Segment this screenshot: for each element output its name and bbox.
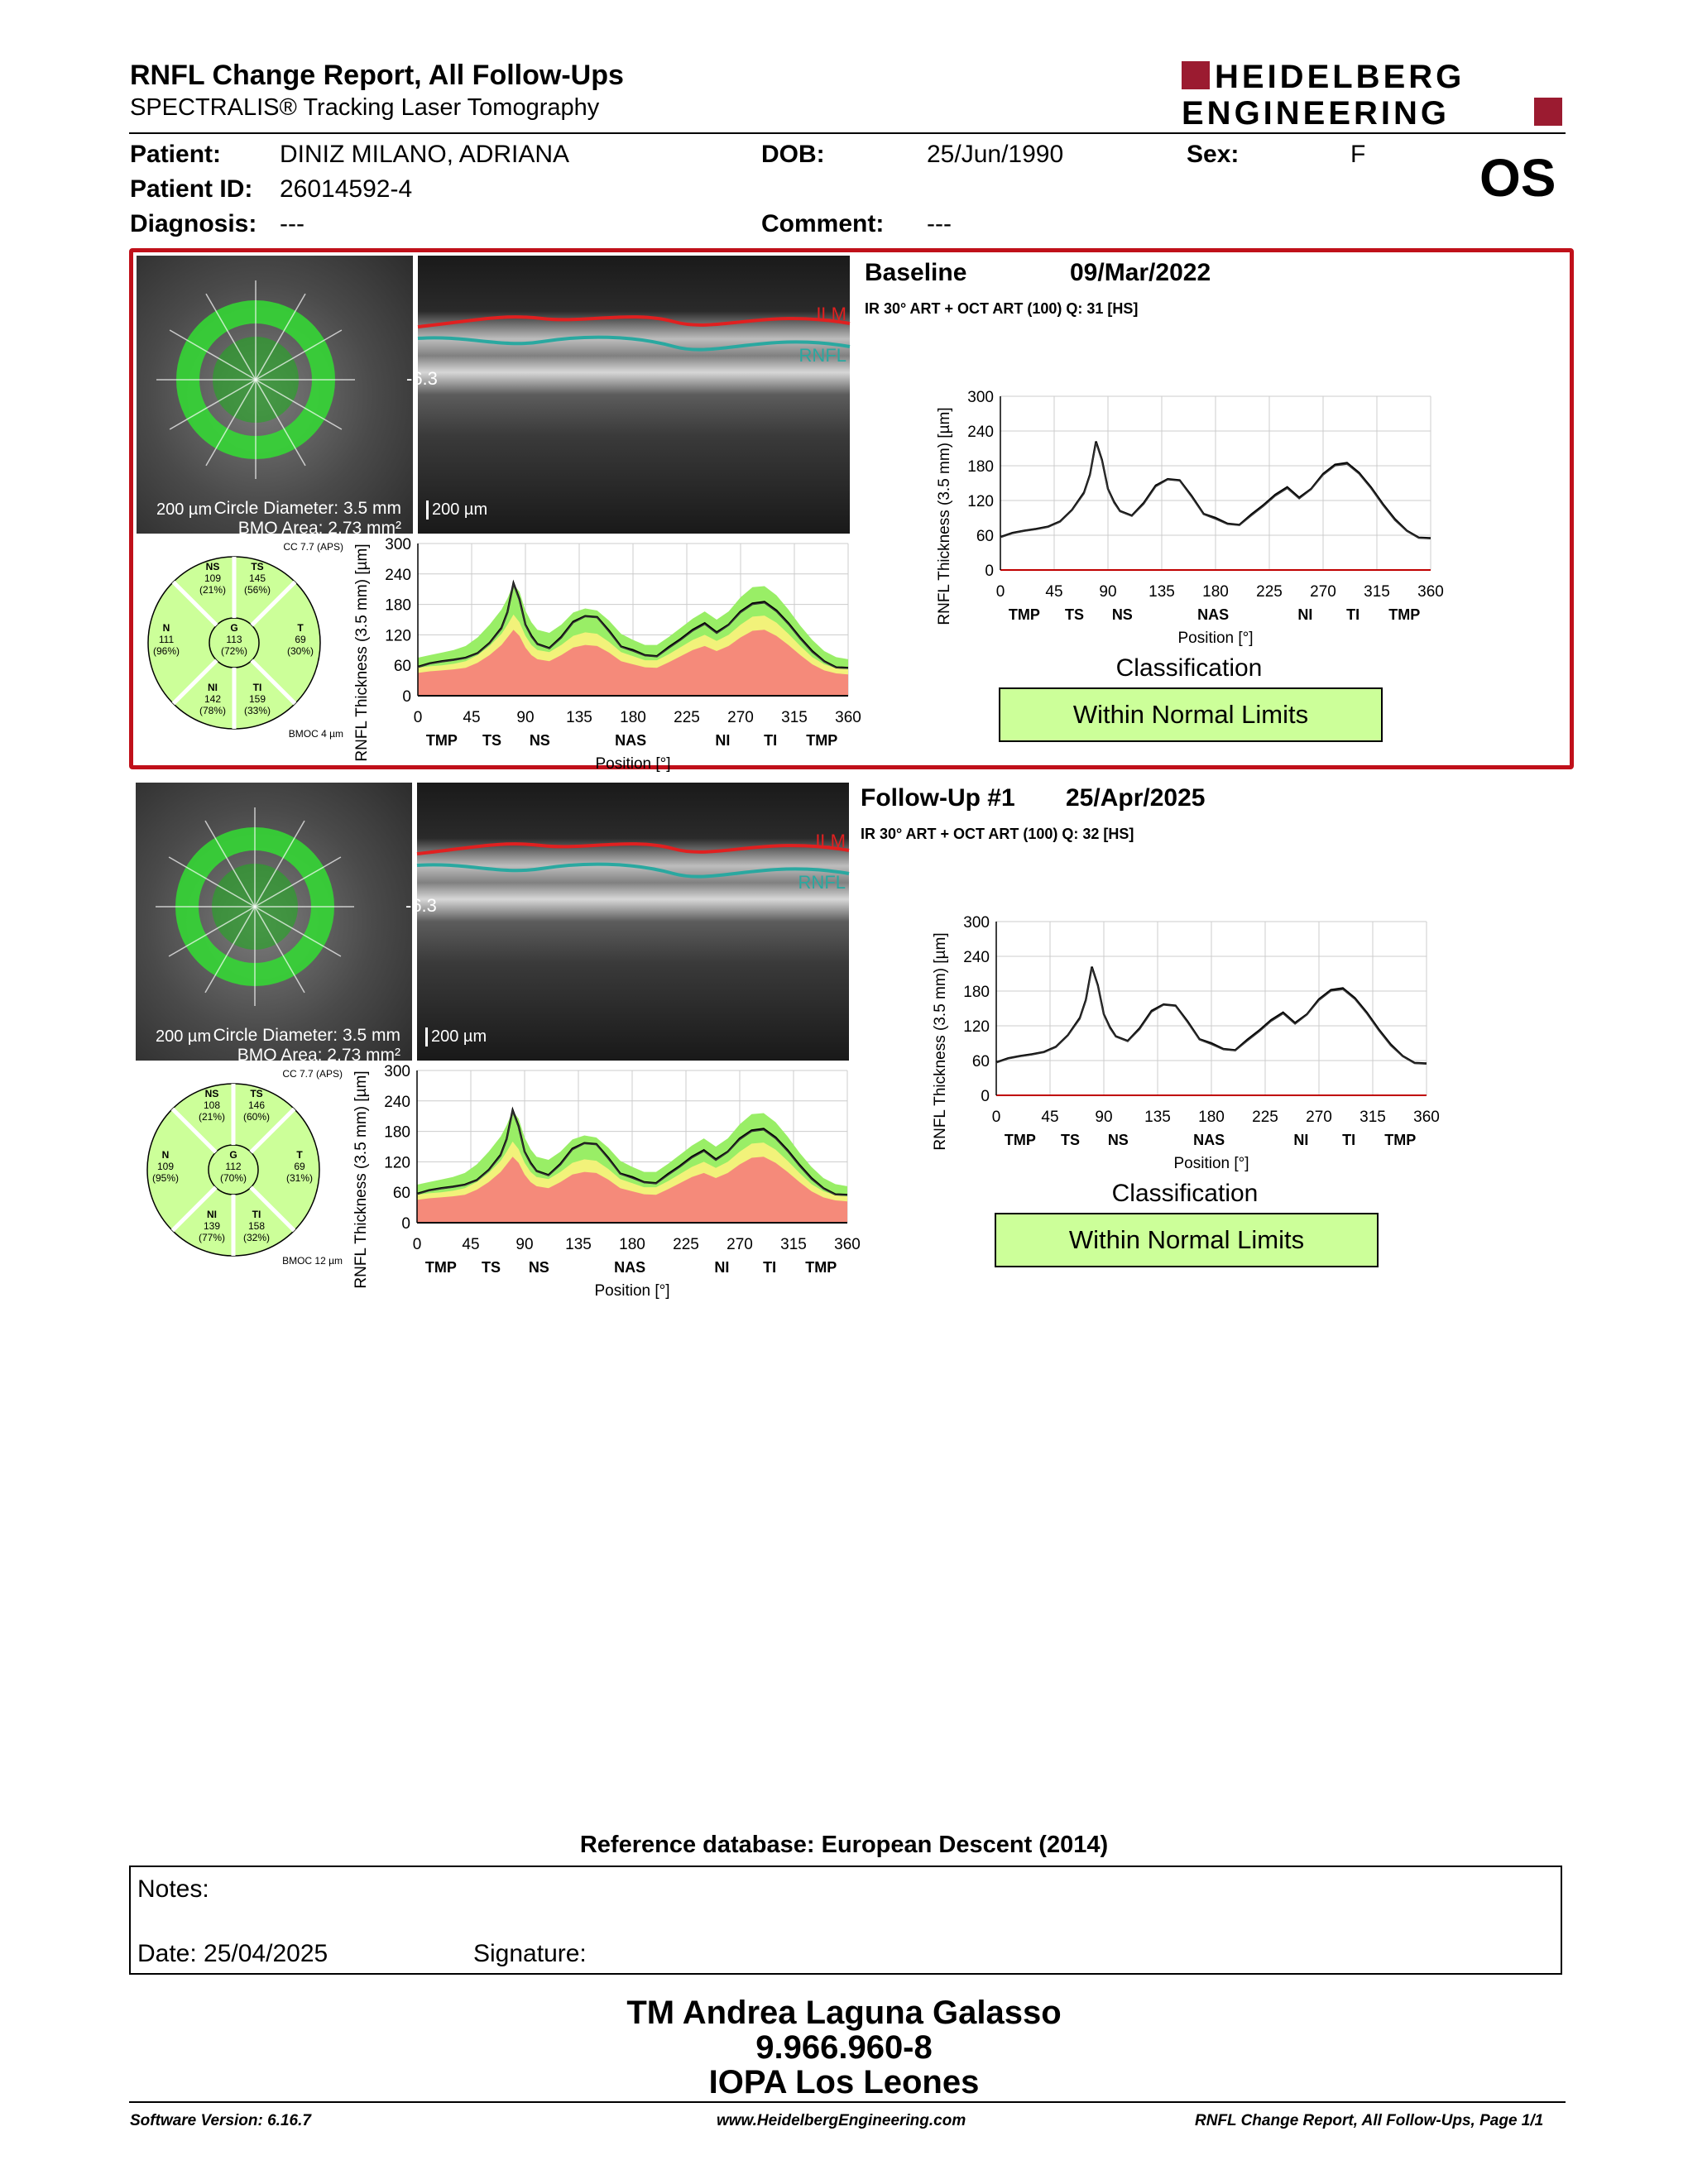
page-number: RNFL Change Report, All Follow-Ups, Page 1/1 (1195, 2112, 1544, 2129)
y-axis-label: RNFL Thickness (3.5 mm) [µm] (932, 932, 949, 1151)
exam-heading: Baseline (865, 259, 967, 286)
sector-axis-label: TMP (1004, 1132, 1036, 1148)
sector-ns-name: NS (205, 561, 220, 572)
sector-axis-label: NI (1293, 1132, 1309, 1148)
classification-label: Classification (1115, 654, 1263, 682)
fundus-scale: 200 µm (156, 1027, 212, 1046)
dob-label: DOB: (761, 141, 825, 168)
exam-date: 25/Apr/2025 (1066, 784, 1206, 812)
x-tick-label: 135 (1144, 1109, 1171, 1126)
sector-pie (137, 537, 352, 740)
sector-n-name: N (161, 1149, 170, 1161)
sex-label: Sex: (1187, 141, 1240, 168)
rnfl-label: RNFL (798, 872, 846, 893)
patient-name: DINIZ MILANO, ADRIANA (280, 141, 570, 168)
y-tick-label: 0 (402, 688, 411, 706)
sector-axis-label: NS (1107, 1132, 1129, 1148)
sector-axis-label: NAS (615, 732, 647, 749)
y-tick-label: 0 (401, 1215, 410, 1233)
sector-axis-label: TMP (424, 1259, 457, 1276)
x-tick-label: 180 (620, 709, 646, 726)
y-tick-label: 240 (384, 1093, 410, 1111)
y-tick-label: 60 (976, 528, 994, 545)
x-tick-label: 225 (673, 1236, 699, 1253)
diagnosis: --- (280, 210, 305, 237)
sector-ts-pct: (60%) (242, 1111, 271, 1123)
y-tick-label: 240 (385, 566, 411, 584)
x-tick-label: 90 (1099, 583, 1117, 601)
y-tick-label: 180 (963, 984, 990, 1001)
sector-g-name: G (230, 622, 238, 634)
notes-date: Date: 25/04/2025 (137, 1940, 328, 1967)
sector-n-name: N (162, 622, 170, 634)
x-tick-label: 0 (995, 583, 1005, 601)
sector-ti-pct: (32%) (242, 1232, 271, 1243)
x-tick-label: 180 (1198, 1109, 1225, 1126)
sector-n-value: 111 (158, 634, 175, 645)
sector-ti-value: 159 (248, 693, 266, 705)
sector-ni-name: NI (208, 682, 218, 693)
software-version: Software Version: 6.16.7 (130, 2112, 311, 2129)
sector-axis-label: TS (482, 1259, 501, 1276)
sector-ts-name: TS (251, 561, 264, 572)
sector-axis-label: NI (1297, 606, 1313, 623)
patient-label: Patient: (130, 141, 222, 168)
y-tick-label: 300 (967, 389, 994, 406)
x-tick-label: 45 (1041, 1109, 1059, 1126)
circle-diameter: Circle Diameter: 3.5 mm (213, 499, 401, 518)
x-tick-label: 180 (619, 1236, 645, 1253)
x-axis-label: Position [°] (1177, 630, 1254, 647)
sector-ni-pct: (77%) (198, 1232, 226, 1243)
sector-pie (136, 1064, 351, 1267)
y-tick-label: 120 (385, 627, 411, 645)
sector-t-value: 69 (294, 1161, 305, 1172)
x-tick-label: 45 (462, 1236, 480, 1253)
y-tick-label: 180 (384, 1123, 410, 1142)
patient-id: 26014592-4 (280, 175, 413, 203)
sector-axis-label: NS (528, 1259, 549, 1276)
cc-label: CC 7.7 (APS) (283, 541, 343, 553)
oct-bscan (405, 783, 849, 1061)
bmoc-label: BMOC 4 µm (288, 728, 343, 740)
comment-label: Comment: (761, 210, 885, 237)
x-tick-label: 315 (1360, 1109, 1386, 1126)
classification-result: Within Normal Limits (995, 1213, 1379, 1267)
sector-ns-pct: (21%) (198, 1111, 226, 1123)
x-tick-label: 180 (1202, 583, 1229, 601)
sector-n-pct: (95%) (151, 1172, 180, 1184)
sector-g-pct: (70%) (219, 1172, 247, 1184)
sector-n-value: 109 (156, 1161, 175, 1172)
notes-label: Notes: (137, 1875, 209, 1903)
sector-axis-label: NS (1111, 606, 1133, 623)
report-subtitle: SPECTRALIS® Tracking Laser Tomography (130, 94, 600, 121)
sector-ts-pct: (56%) (243, 584, 271, 596)
sector-ts-value: 145 (248, 572, 266, 584)
x-axis-label: Position [°] (1173, 1155, 1249, 1172)
x-tick-label: 0 (991, 1109, 1001, 1126)
heidelberg-logo (1182, 58, 1564, 132)
signature-label: Signature: (473, 1940, 587, 1967)
logo-line2: ENGINEERING (1182, 95, 1451, 132)
sector-ts-name: TS (250, 1088, 263, 1099)
x-tick-label: 225 (1252, 1109, 1278, 1126)
x-tick-label: 360 (834, 1236, 861, 1253)
report-title: RNFL Change Report, All Follow-Ups (130, 60, 624, 91)
x-tick-label: 90 (516, 709, 535, 726)
y-tick-label: 300 (384, 1063, 410, 1080)
cc-label: CC 7.7 (APS) (282, 1068, 343, 1080)
trend-chart-0 (931, 390, 1576, 646)
diagnosis-label: Diagnosis: (130, 210, 257, 237)
sector-axis-label: TI (764, 732, 778, 749)
sector-axis-label: NAS (614, 1259, 646, 1276)
sector-axis-label: TMP (805, 1259, 837, 1276)
baseline-panel (129, 248, 1574, 773)
followup-panel (129, 778, 1566, 1300)
x-tick-label: 270 (727, 1236, 753, 1253)
x-tick-label: 315 (1364, 583, 1390, 601)
bmo-area: BMO Area: 2.73 mm² (237, 1046, 400, 1065)
sector-t-name: T (297, 622, 304, 634)
sector-ns-value: 108 (203, 1099, 221, 1111)
x-tick-label: 225 (674, 709, 700, 726)
rnfl-label: RNFL (798, 345, 846, 366)
sector-axis-label: NI (715, 732, 731, 749)
oct-bscan (406, 256, 850, 534)
x-tick-label: 360 (835, 709, 861, 726)
y-tick-label: 120 (967, 493, 994, 510)
sector-axis-label: TI (763, 1259, 777, 1276)
oct-offset: -6.3 (406, 368, 438, 389)
patient-id-label: Patient ID: (130, 175, 253, 203)
y-axis-label: RNFL Thickness (3.5 mm) [µm] (936, 407, 953, 625)
x-tick-label: 45 (463, 709, 481, 726)
fundus-image (137, 256, 413, 538)
reference-database: Reference database: European Descent (2014) (579, 1832, 1109, 1858)
dob: 25/Jun/1990 (927, 141, 1064, 168)
sector-axis-label: TMP (1384, 1132, 1417, 1148)
sector-n-pct: (96%) (152, 645, 180, 657)
signatory-name: TM Andrea Laguna Galasso (626, 1995, 1062, 2031)
y-tick-label: 240 (963, 949, 990, 966)
eye-os: OS (1479, 148, 1556, 208)
y-tick-label: 300 (963, 914, 990, 932)
x-tick-label: 270 (1310, 583, 1336, 601)
sector-axis-label: NAS (1193, 1132, 1225, 1148)
sector-ni-name: NI (207, 1209, 217, 1220)
sector-t-pct: (31%) (285, 1172, 314, 1184)
circle-diameter: Circle Diameter: 3.5 mm (213, 1026, 400, 1045)
x-tick-label: 315 (781, 709, 808, 726)
oct-scale: 200 µm (426, 500, 487, 520)
sector-ni-value: 139 (203, 1220, 221, 1232)
x-axis-label: Position [°] (594, 1282, 670, 1300)
signatory-place: IOPA Los Leones (708, 2064, 980, 2100)
x-tick-label: 0 (413, 709, 423, 726)
x-tick-label: 135 (1149, 583, 1175, 601)
sector-g-name: G (229, 1149, 237, 1161)
y-tick-label: 0 (985, 563, 994, 580)
exam-date: 09/Mar/2022 (1070, 259, 1211, 286)
normative-chart-0 (348, 537, 994, 772)
x-tick-label: 135 (565, 1236, 592, 1253)
y-axis-label: RNFL Thickness (3.5 mm) [µm] (353, 544, 371, 762)
y-tick-label: 240 (967, 424, 994, 441)
logo-line1: HEIDELBERG (1215, 59, 1465, 95)
oct-scale: 200 µm (425, 1027, 487, 1046)
comment: --- (927, 210, 952, 237)
ilm-label: ILM (816, 304, 846, 324)
x-tick-label: 270 (727, 709, 754, 726)
sector-ti-name: TI (252, 1209, 261, 1220)
x-tick-label: 270 (1306, 1109, 1332, 1126)
y-tick-label: 0 (981, 1088, 990, 1105)
sector-t-name: T (296, 1149, 303, 1161)
normative-chart-1 (348, 1064, 993, 1299)
sector-ns-pct: (21%) (199, 584, 227, 596)
sector-axis-label: TS (1061, 1132, 1081, 1148)
fundus-image (136, 783, 412, 1065)
sector-ti-value: 158 (247, 1220, 266, 1232)
sector-axis-label: NAS (1197, 606, 1230, 623)
y-tick-label: 120 (963, 1018, 990, 1036)
y-tick-label: 300 (385, 536, 411, 553)
scan-info: IR 30° ART + OCT ART (100) Q: 31 [HS] (865, 300, 1139, 317)
x-tick-label: 360 (1413, 1109, 1440, 1126)
x-tick-label: 135 (566, 709, 592, 726)
x-axis-label: Position [°] (595, 755, 671, 773)
sector-axis-label: NI (714, 1259, 730, 1276)
x-tick-label: 360 (1417, 583, 1444, 601)
sector-t-value: 69 (295, 634, 306, 645)
bmoc-label: BMOC 12 µm (282, 1255, 343, 1267)
sector-ns-value: 109 (204, 572, 222, 584)
fundus-scale: 200 µm (156, 500, 213, 519)
x-tick-label: 225 (1256, 583, 1283, 601)
sector-axis-label: TMP (806, 732, 838, 749)
sector-axis-label: TI (1346, 606, 1360, 623)
oct-offset: -6.3 (405, 895, 437, 916)
trend-chart-1 (927, 915, 1572, 1171)
sector-t-pct: (30%) (286, 645, 314, 657)
sex: F (1350, 141, 1366, 168)
x-tick-label: 90 (1095, 1109, 1113, 1126)
sector-axis-label: TI (1342, 1132, 1356, 1148)
x-tick-label: 45 (1045, 583, 1063, 601)
x-tick-label: 315 (780, 1236, 807, 1253)
y-tick-label: 180 (385, 596, 411, 615)
sector-axis-label: NS (529, 732, 550, 749)
classification-result: Within Normal Limits (999, 687, 1383, 742)
y-tick-label: 60 (392, 1185, 410, 1203)
signatory-id: 9.966.960-8 (755, 2029, 933, 2066)
y-tick-label: 60 (393, 658, 411, 676)
bmo-area: BMO Area: 2.73 mm² (237, 519, 401, 538)
sector-ni-value: 142 (204, 693, 222, 705)
y-tick-label: 120 (384, 1154, 410, 1172)
website-link[interactable]: www.HeidelbergEngineering.com (717, 2112, 966, 2129)
sector-ns-name: NS (204, 1088, 219, 1099)
sector-axis-label: TMP (425, 732, 458, 749)
sector-g-value: 113 (226, 634, 242, 645)
sector-axis-label: TMP (1008, 606, 1040, 623)
sector-g-value: 112 (225, 1161, 242, 1172)
sector-axis-label: TS (1065, 606, 1085, 623)
sector-axis-label: TMP (1388, 606, 1421, 623)
classification-label: Classification (1111, 1180, 1259, 1207)
sector-ni-pct: (78%) (199, 705, 227, 716)
y-tick-label: 60 (971, 1053, 990, 1070)
ilm-label: ILM (815, 831, 846, 851)
exam-heading: Follow-Up #1 (861, 784, 1015, 812)
sector-axis-label: TS (482, 732, 502, 749)
sector-g-pct: (72%) (220, 645, 248, 657)
sector-ts-value: 146 (247, 1099, 266, 1111)
scan-info: IR 30° ART + OCT ART (100) Q: 32 [HS] (861, 826, 1134, 842)
notes-box (129, 1866, 1562, 1975)
x-tick-label: 90 (516, 1236, 534, 1253)
sector-ti-pct: (33%) (243, 705, 271, 716)
y-tick-label: 180 (967, 458, 994, 476)
x-tick-label: 0 (412, 1236, 422, 1253)
sector-ti-name: TI (252, 682, 262, 693)
y-axis-label: RNFL Thickness (3.5 mm) [µm] (352, 1070, 370, 1289)
